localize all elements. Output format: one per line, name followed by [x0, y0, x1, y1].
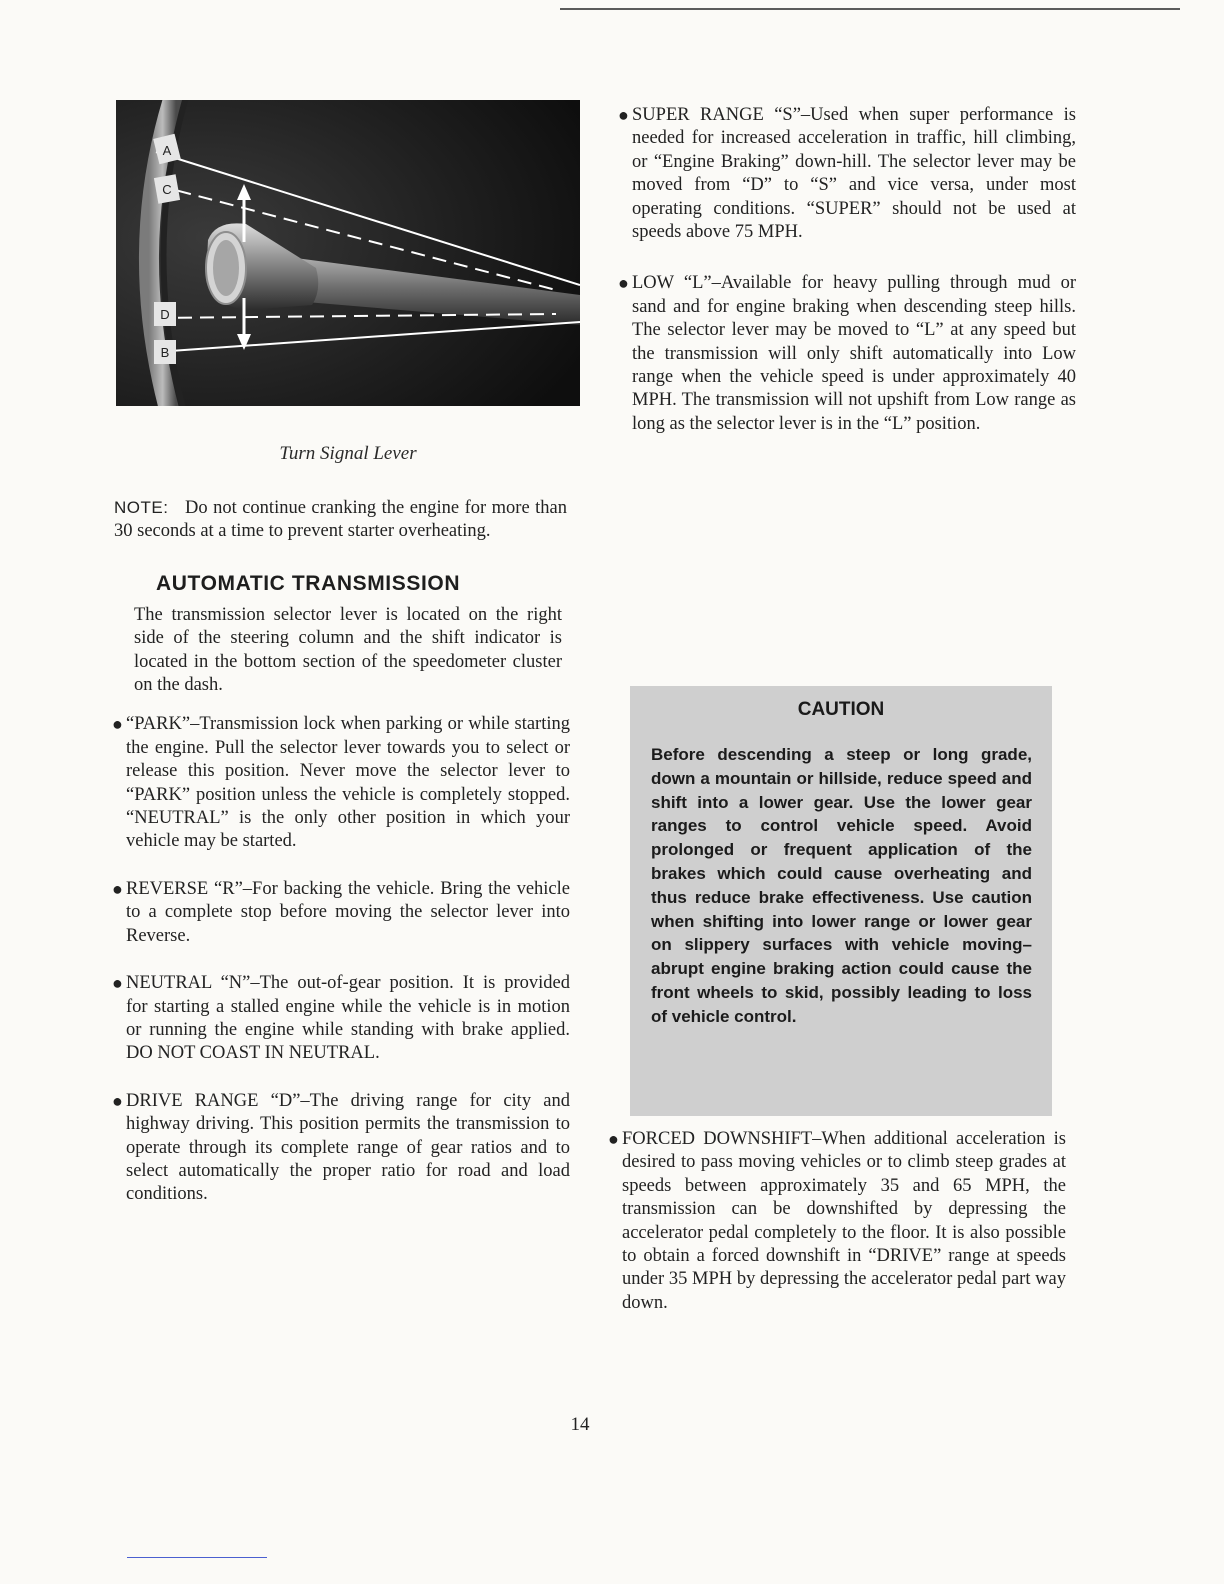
caution-title: CAUTION	[797, 699, 885, 720]
forced-downshift-block	[608, 1128, 1066, 1315]
bullet-dot: ●	[112, 973, 123, 994]
bullet-dot: ●	[608, 1129, 619, 1149]
caution-box	[630, 686, 1052, 1116]
bullet-super-text: SUPER RANGE “S”–Used when super performance is needed for increased acceleration in traffic, hill climbing, or “Engine Braking” down-hill. The selector lever may be moved from “D” to “S” and vice versa, under most operating conditions. “SUPER” should not be used at speeds above 75 MPH.	[632, 105, 1076, 243]
section-heading: AUTOMATIC TRANSMISSION	[156, 571, 461, 595]
note-label: NOTE:	[114, 498, 169, 517]
caution-text: Before descending a steep or long grade, down a mountain or hillside, reduce speed and shift into a lower gear. Use the lower gear ranges to control vehicle speed. Avoid prolonged or frequent application of the brakes which could cause overheating and thus reduce brake effectiveness. Use caution when shifting into lower range or lower gear on slippery surfaces with vehicle moving–abrupt engine braking action could cause the front wheels to skid, possibly leading to loss of vehicle control.	[651, 745, 1032, 1026]
bullet-dot: ●	[112, 878, 123, 899]
bullet-super	[618, 104, 1076, 244]
note-paragraph	[114, 496, 567, 544]
marker-c	[154, 174, 180, 203]
right-column	[618, 104, 1076, 436]
bullet-reverse	[112, 878, 570, 948]
svg-text:C: C	[162, 182, 172, 197]
svg-text:B: B	[160, 345, 170, 360]
turn-signal-lever-illustration	[116, 100, 580, 406]
bullet-dot: ●	[112, 714, 123, 735]
left-column	[112, 496, 570, 1207]
bullet-drive	[112, 1090, 570, 1207]
bullet-park	[112, 713, 570, 853]
bullet-dot: ●	[618, 105, 629, 125]
figure-caption: Turn Signal Lever	[279, 443, 417, 464]
bullet-dot: ●	[112, 1090, 123, 1111]
bullet-dot: ●	[618, 273, 629, 294]
marker-d	[154, 302, 176, 326]
section-intro: The transmission selector lever is located on the right side of the steering column and the shift indicator is located in the bottom section of the speedometer cluster on the dash.	[134, 604, 562, 696]
turn-signal-lever-figure	[116, 100, 580, 406]
bullet-low	[618, 272, 1076, 436]
bullet-reverse-text: REVERSE “R”–For backing the vehicle. Bring the vehicle to a complete stop before moving the selector lever into Reverse.	[126, 878, 570, 946]
bullet-low-text: LOW “L”–Available for heavy pulling through mud or sand and for engine braking when descending steep hills. The selector lever may be moved to “L” at any speed but the transmission will only shift automatically into Low range when the vehicle speed is under approximately 40 MPH. The transmission will not upshift from Low range as long as the selector lever is in the “L” position.	[632, 273, 1076, 434]
footer-rule	[127, 1557, 267, 1558]
note-text: Do not continue cranking the engine for more than 30 seconds at a time to prevent starter overheating.	[114, 498, 568, 542]
top-rule	[560, 8, 1180, 10]
page-number: 14	[570, 1414, 590, 1435]
marker-b	[154, 340, 176, 364]
svg-text:D: D	[160, 307, 170, 322]
svg-text:A: A	[162, 143, 172, 158]
bullet-park-text: “PARK”–Transmission lock when parking or while starting the engine. Pull the selector lever towards you to select or release this position. Never move the selector lever to “PARK” position unless the vehicle is completely stopped. “NEUTRAL” is the only other position in which your vehicle may be started.	[126, 714, 570, 852]
bullet-neutral	[112, 972, 570, 1066]
bullet-drive-text: DRIVE RANGE “D”–The driving range for city and highway driving. This position permits the transmission to operate through its complete range of gear ratios and to select automatically the proper ratio for road and load conditions.	[126, 1090, 570, 1205]
bullet-neutral-text: NEUTRAL “N”–The out-of-gear position. It is provided for starting a stalled engine while the vehicle is in motion or running the engine while standing with brake applied. DO NOT COAST IN NEUTRAL.	[126, 973, 570, 1064]
bullet-forced-downshift	[608, 1128, 1066, 1315]
bullet-forced-downshift-text: FORCED DOWNSHIFT–When additional acceleration is desired to pass moving vehicles or to climb steep grades at speeds between approximately 35 and 65 MPH, the transmission can be downshifted by depressing the accelerator pedal completely to the floor. It is also possible to obtain a forced downshift in “DRIVE” range at speeds under 35 MPH by depressing the accelerator pedal part way down.	[622, 1129, 1066, 1313]
